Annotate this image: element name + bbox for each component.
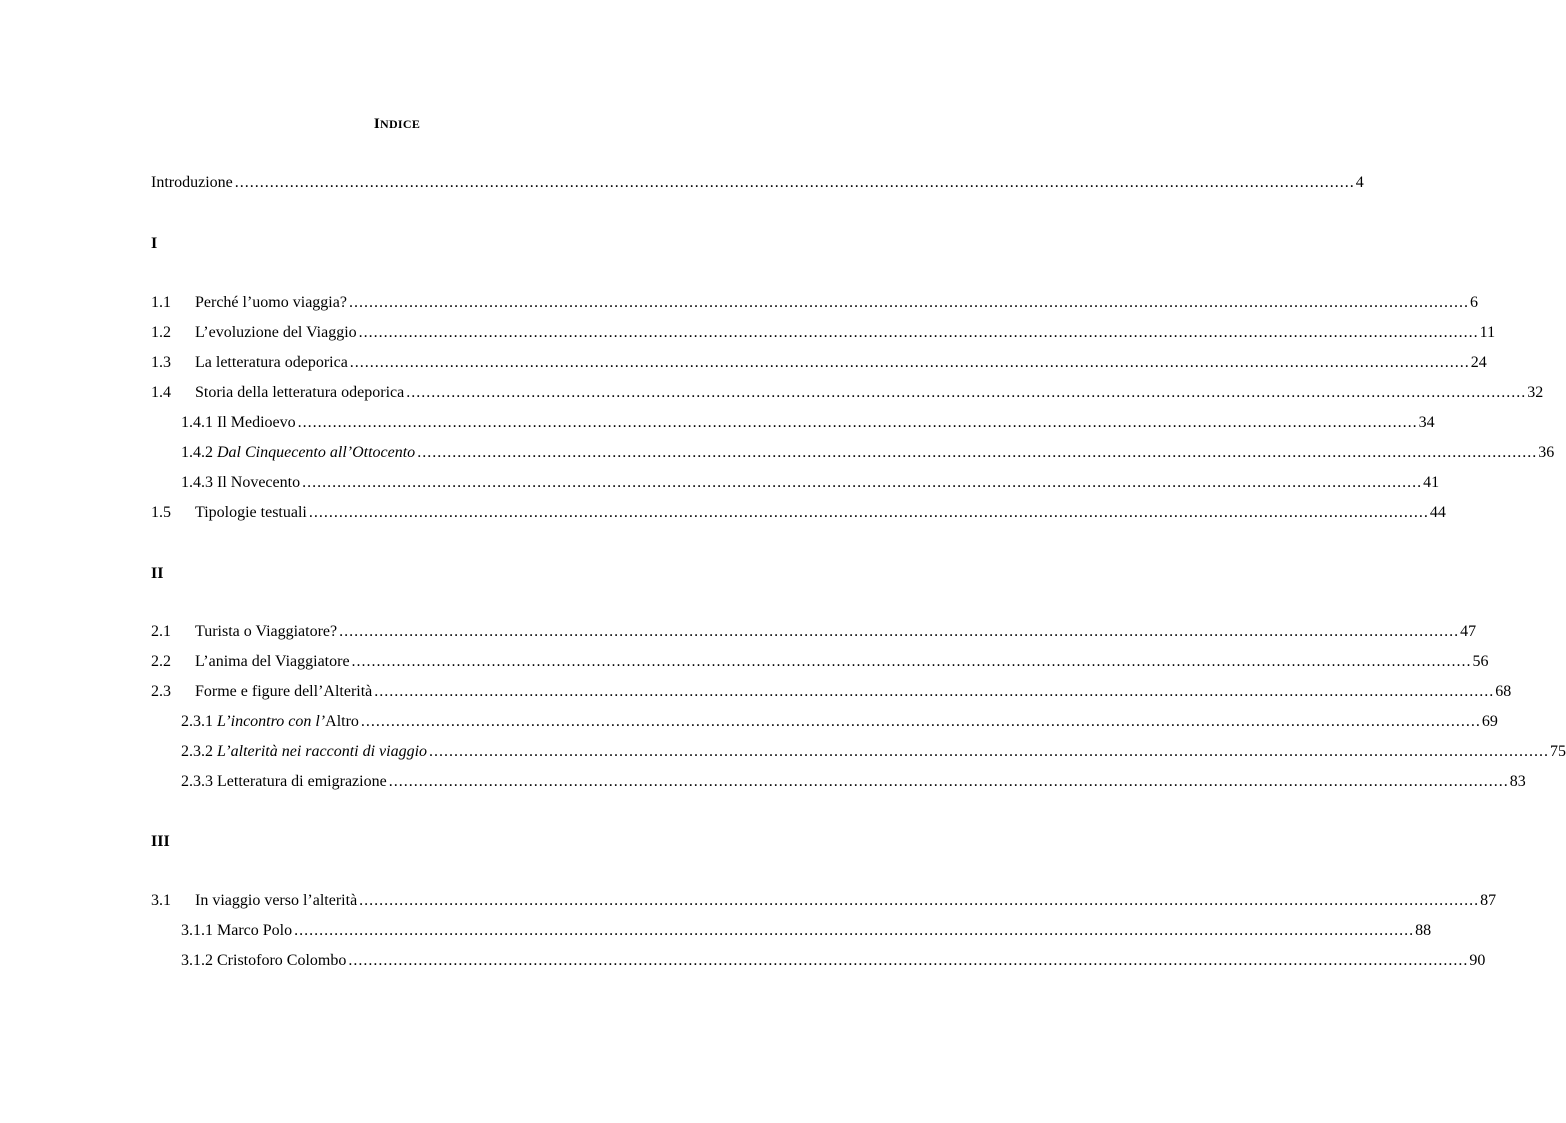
toc-entry-number: 3.1: [151, 892, 171, 909]
dot-leader: ................................................................................................................................................................................................................................: [406, 384, 1527, 401]
toc-entry-label: Storia della letteratura odeporica: [195, 384, 405, 401]
toc-entry-label: In viaggio verso l’alterità: [195, 892, 358, 909]
toc-entry-label: Letteratura di emigrazione: [217, 773, 387, 790]
toc-entry-1-2[interactable]: [151, 322, 1496, 344]
toc-entry-page: 90: [1469, 952, 1486, 969]
dot-leader: ................................................................................................................................................................................................................................: [351, 653, 1472, 670]
toc-entry-label-italic: L’incontro con l’: [217, 713, 326, 730]
toc-entry-number: 1.4.2: [181, 444, 213, 461]
dot-leader: ................................................................................................................................................................................................................................: [388, 773, 1509, 790]
toc-entry-label: Marco Polo: [217, 922, 293, 939]
toc-entry-label: Introduzione: [151, 174, 233, 191]
dot-leader: ................................................................................................................................................................................................................................: [297, 414, 1418, 431]
toc-entry-page: 83: [1509, 773, 1526, 790]
dot-leader: ................................................................................................................................................................................................................................: [339, 623, 1460, 640]
toc-entry-1-4-1[interactable]: [181, 412, 1435, 434]
toc-entry-label: Dal Cinquecento all’Ottocento: [217, 444, 416, 461]
toc-entry-page: 32: [1527, 384, 1544, 401]
toc-entry-2-3[interactable]: [151, 681, 1512, 703]
toc-entry-page: 34: [1418, 414, 1435, 431]
toc-entry-page: 24: [1470, 354, 1487, 371]
toc-entry-label: L’anima del Viaggiatore: [195, 653, 350, 670]
toc-entry-page: 47: [1460, 623, 1477, 640]
dot-leader: ................................................................................................................................................................................................................................: [348, 952, 1469, 969]
part-heading-i: I: [151, 235, 158, 252]
dot-leader: ................................................................................................................................................................................................................................: [302, 474, 1423, 491]
toc-entry-number: 1.4.1: [181, 414, 213, 431]
toc-entry-number: 2.3.1: [181, 713, 213, 730]
dot-leader: ................................................................................................................................................................................................................................: [358, 324, 1479, 341]
toc-entry-label: Cristoforo Colombo: [217, 952, 347, 969]
part-heading-iii: III: [151, 833, 170, 850]
toc-entry-number: 1.4: [151, 384, 171, 401]
toc-entry-label: Forme e figure dell’Alterità: [195, 683, 373, 700]
toc-entry-page: 36: [1538, 444, 1555, 461]
toc-entry-label: Tipologie testuali: [195, 504, 307, 521]
toc-entry-page: 56: [1472, 653, 1489, 670]
toc-entry-label: Perché l’uomo viaggia?: [195, 294, 347, 311]
toc-entry-label: L’alterità nei racconti di viaggio: [217, 743, 428, 760]
toc-entry-2-3-3[interactable]: [181, 771, 1526, 793]
toc-entry-3-1-1[interactable]: [181, 920, 1432, 942]
dot-leader: ................................................................................................................................................................................................................................: [308, 504, 1429, 521]
dot-leader: ................................................................................................................................................................................................................................: [417, 444, 1538, 461]
dot-leader: ................................................................................................................................................................................................................................: [359, 892, 1480, 909]
toc-entry-label: L’evoluzione del Viaggio: [195, 324, 357, 341]
toc-entry-2-3-1[interactable]: [181, 711, 1498, 733]
page-title: [0, 116, 794, 133]
toc-entry-number: 1.4.3: [181, 474, 213, 491]
toc-entry-number: 2.3.2: [181, 743, 213, 760]
page-title-rest: NDICE: [379, 117, 421, 131]
toc-entry-page: 88: [1415, 922, 1432, 939]
toc-entry-number: 2.1: [151, 623, 171, 640]
part-heading-ii: II: [151, 565, 164, 582]
toc-entry-page: 11: [1479, 324, 1496, 341]
toc-entry-page: 6: [1469, 294, 1478, 311]
toc-entry-number: 2.3.3: [181, 773, 213, 790]
toc-entry-page: 87: [1480, 892, 1497, 909]
toc-entry-2-2[interactable]: [151, 651, 1489, 673]
toc-entry-2-1[interactable]: [151, 621, 1477, 643]
toc-entry-3-1-2[interactable]: [181, 950, 1486, 972]
toc-entry-page: 44: [1429, 504, 1446, 521]
toc-entry-number: 3.1.2: [181, 952, 213, 969]
toc-entry-number: 2.3: [151, 683, 171, 700]
toc-entry-1-4-3[interactable]: [181, 472, 1440, 494]
toc-entry-page: 69: [1481, 713, 1498, 730]
dot-leader: ................................................................................................................................................................................................................................: [349, 354, 1470, 371]
toc-entry-number: 1.3: [151, 354, 171, 371]
dot-leader: ................................................................................................................................................................................................................................: [348, 294, 1469, 311]
toc-entry-1-1[interactable]: [151, 292, 1478, 314]
toc-entry-2-3-2[interactable]: [181, 741, 1566, 763]
toc-entry-3-1[interactable]: [151, 890, 1497, 912]
toc-entry-label: La letteratura odeporica: [195, 354, 348, 371]
toc-entry-1-4[interactable]: [151, 382, 1544, 404]
toc-entry-page: 4: [1355, 174, 1364, 191]
dot-leader: ................................................................................................................................................................................................................................: [294, 922, 1415, 939]
toc-entry-page: 41: [1423, 474, 1440, 491]
toc-entry-introduzione[interactable]: [151, 172, 1364, 194]
dot-leader: ................................................................................................................................................................................................................................: [360, 713, 1481, 730]
dot-leader: ................................................................................................................................................................................................................................: [429, 743, 1550, 760]
toc-entry-label-plain: Altro: [325, 713, 359, 730]
toc-entry-number: 3.1.1: [181, 922, 213, 939]
page-title-initial: I: [373, 116, 380, 132]
toc-entry-number: 1.1: [151, 294, 171, 311]
toc-entry-label: Il Novecento: [217, 474, 301, 491]
toc-entry-1-4-2[interactable]: [181, 442, 1555, 464]
toc-entry-page: 75: [1550, 743, 1566, 760]
toc-entry-1-3[interactable]: [151, 352, 1487, 374]
dot-leader: ................................................................................................................................................................................................................................: [374, 683, 1495, 700]
toc-entry-1-5[interactable]: [151, 502, 1446, 524]
toc-entry-number: 2.2: [151, 653, 171, 670]
toc-entry-number: 1.5: [151, 504, 171, 521]
dot-leader: ................................................................................................................................................................................................................................: [234, 174, 1355, 191]
toc-entry-label: [217, 711, 359, 733]
toc-entry-label: Turista o Viaggiatore?: [195, 623, 338, 640]
toc-entry-label: Il Medioevo: [217, 414, 296, 431]
toc-entry-page: 68: [1495, 683, 1512, 700]
toc-entry-number: 1.2: [151, 324, 171, 341]
